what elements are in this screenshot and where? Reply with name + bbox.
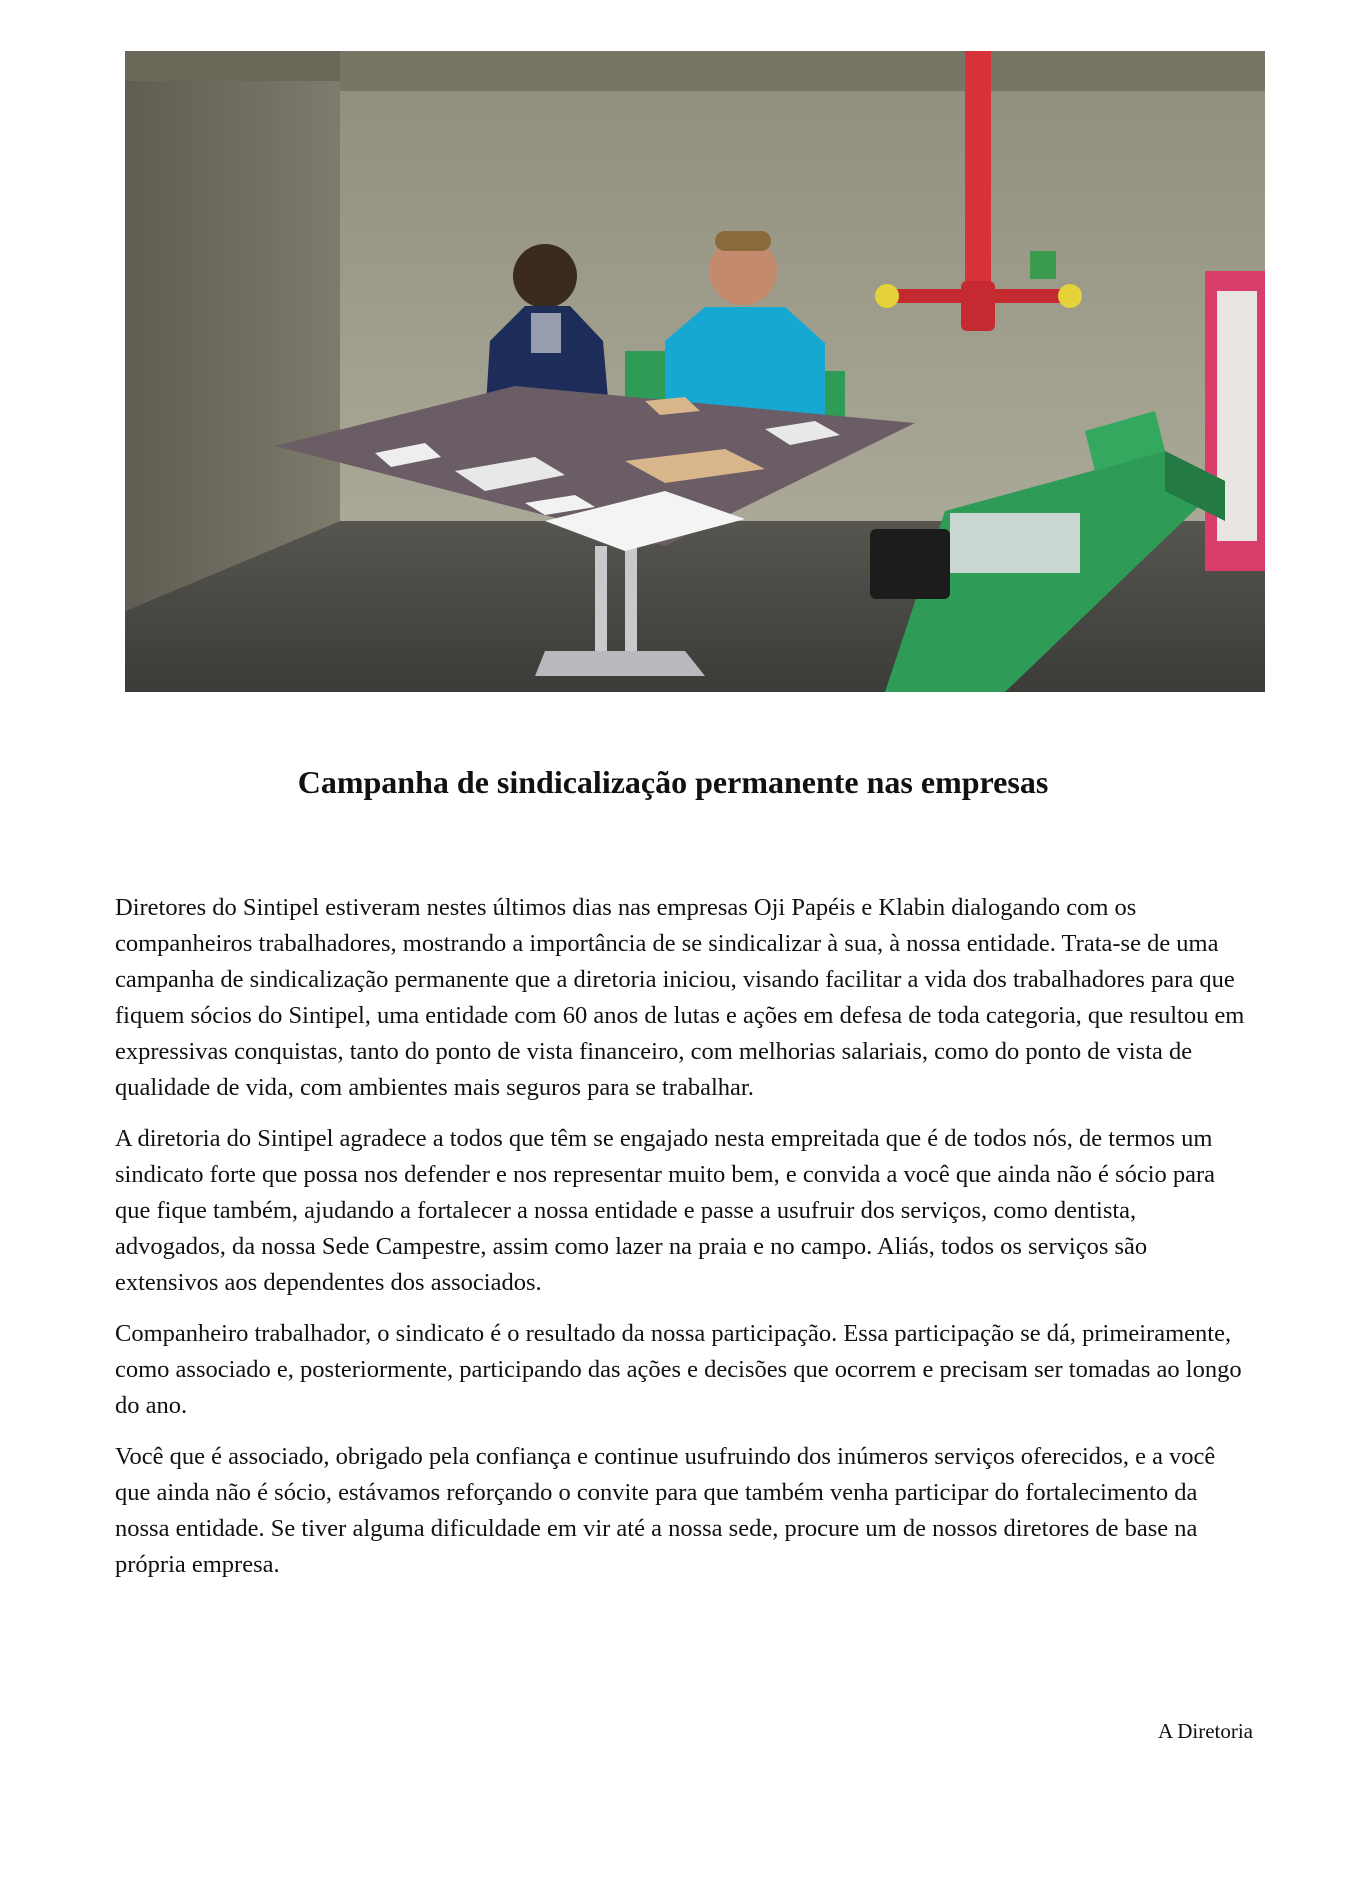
article-paragraph: Você que é associado, obrigado pela confiança e continue usufruindo dos inúmeros serviços oferecidos, e a você que ainda não é sócio, estávamos reforçando o convite para que também venha participar do fortalecimento da nossa entidade. Se tiver alguma dificuldade em vir até a nossa sede, procure um de nossos diretores de base na própria empresa. (115, 1443, 1216, 1578)
article-paragraph: A diretoria do Sintipel agradece a todos que têm se engajado nesta empreitada que é de todos nós, de termos um sindicato forte que possa nos defender e nos representar muito bem, e convida a você que ainda não é sócio para que fique também, ajudando a fortalecer a nossa entidade e passe a usufruir dos serviços, como dentista, advogados, da nossa Sede Campestre, assim como lazer na praia e no campo. Aliás, todos os serviços são extensivos aos dependentes dos associados. (115, 1125, 1216, 1296)
photo-two-men-at-table-icon (125, 51, 1265, 692)
article-paragraph: Companheiro trabalhador, o sindicato é o resultado da nossa participação. Essa participação se dá, primeiramente, como associado e, posteriormente, participando das ações e decisões que ocorrem e precisam ser tomadas ao longo do ano. (115, 1320, 1242, 1419)
article-body (115, 890, 1245, 1598)
article-photo (125, 51, 1265, 692)
article-paragraph: Diretores do Sintipel estiveram nestes últimos dias nas empresas Oji Papéis e Klabin dialogando com os companheiros trabalhadores, mostrando a importância de se sindicalizar à sua, à nossa entidade. Trata-se de uma campanha de sindicalização permanente que a diretoria iniciou, visando facilitar a vida dos trabalhadores para que fiquem sócios do Sintipel, uma entidade com 60 anos de lutas e ações em defesa de toda categoria, que resultou em expressivas conquistas, tanto do ponto de vista financeiro, com melhorias salariais, como do ponto de vista de qualidade de vida, com ambientes mais seguros para se trabalhar. (115, 894, 1245, 1101)
article-signature: A Diretoria (1157, 1719, 1253, 1743)
article-title: Campanha de sindicalização permanente nas empresas (297, 764, 1049, 800)
